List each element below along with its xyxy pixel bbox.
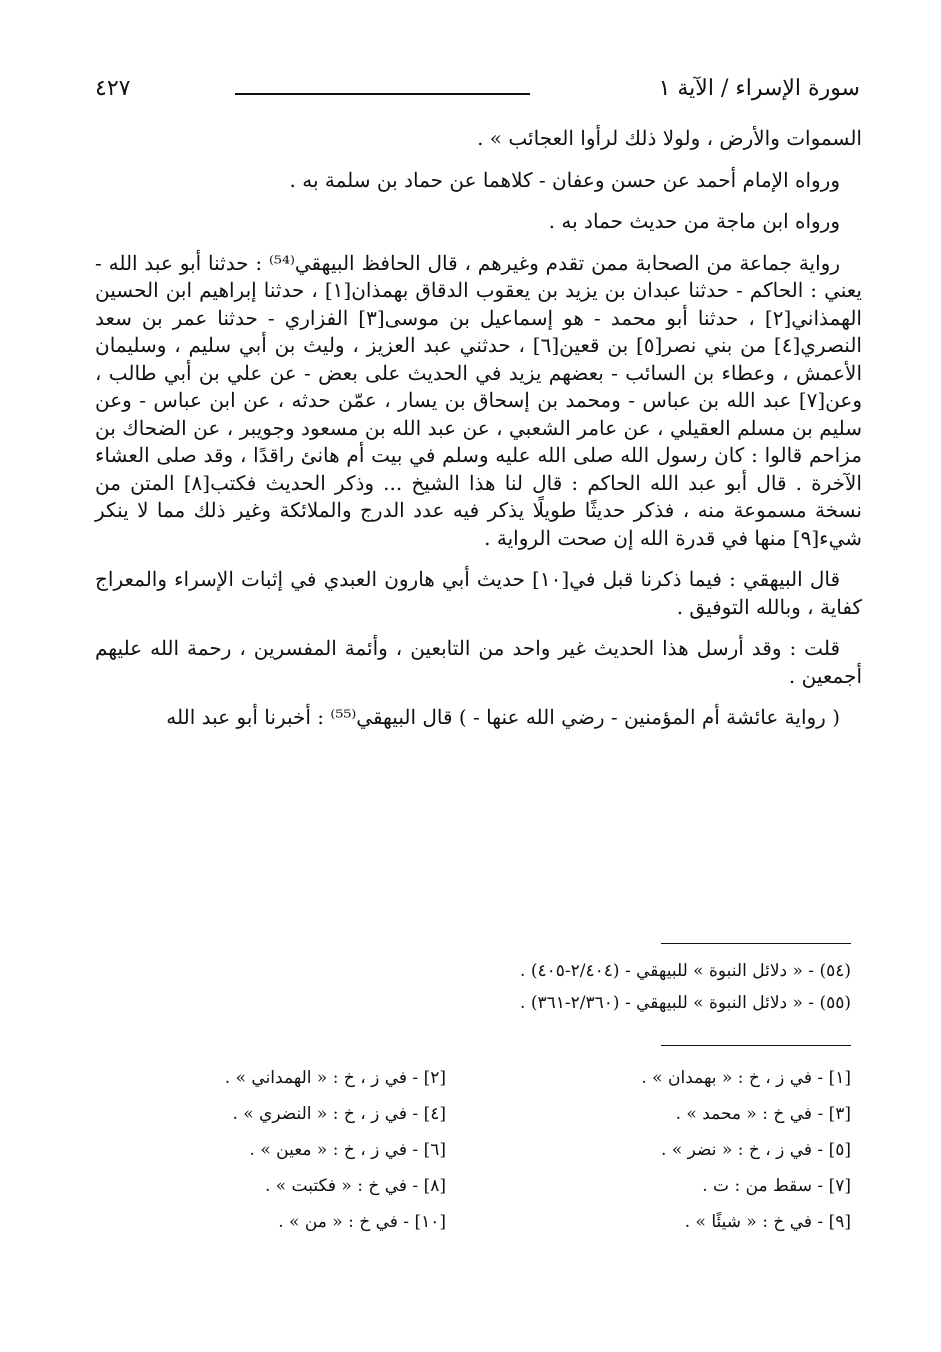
- paragraph: قال البيهقي : فيما ذكرنا قبل في[١٠] حديث أبي هارون العبدي في إثبات الإسراء والمعراج كفاية ، وبالله التوفيق .: [95, 567, 862, 619]
- variant-note: [٨] - في خ : « فكتبت » .: [264, 1176, 446, 1196]
- variant-note: [٧] - سقط من : ت .: [702, 1176, 851, 1196]
- paragraph: السموات والأرض ، ولولا ذلك لرأوا العجائب » .: [477, 126, 862, 150]
- variant-note: [٩] - في خ : « شيئًا » .: [684, 1212, 851, 1232]
- variant-notes-right-column: [551, 1060, 851, 1240]
- variant-note: [١] - في ز ، خ : « بهمدان » .: [641, 1068, 851, 1088]
- variant-notes-left-column: [146, 1060, 446, 1240]
- paragraph: ورواه ابن ماجة من حديث حماد به .: [548, 209, 840, 233]
- variant-note: [٤] - في ز ، خ : « النضري » .: [232, 1104, 446, 1124]
- paragraph: قلت : وقد أرسل هذا الحديث غير واحد من التابعين ، وأئمة المفسرين ، رحمة الله عليهم أجمعين .: [95, 636, 862, 688]
- variant-note: [٢] - في ز ، خ : « الهمداني » .: [224, 1068, 446, 1088]
- variant-note: [١٠] - في خ : « من » .: [278, 1212, 446, 1232]
- variant-note: [٥] - في ز ، خ : « نضر » .: [661, 1140, 851, 1160]
- header-title: سورة الإسراء / الآية ١: [658, 76, 860, 101]
- main-text: [95, 125, 862, 746]
- page-number: ٤٢٧: [95, 76, 131, 101]
- paragraph: ورواه الإمام أحمد عن حسن وعفان - كلاهما عن حماد بن سلمة به .: [289, 167, 840, 192]
- variant-note: [٣] - في خ : « محمد » .: [675, 1104, 851, 1124]
- paragraph: رواية جماعة من الصحابة ممن تقدم وغيرهم ، قال الحافظ البيهقي⁽⁵⁴⁾ : حدثنا أبو عبد الله - يعني : الحاكم - حدثنا عبدان بن يزيد بن يعقوب الدقاق بهمذان[١] ، حدثنا إبراهيم ابن الحسين الهمذاني[٢] ، حدثنا أبو محمد - هو إسماعيل بن موسى[٣] الفزاري - حدثنا عمر بن سعد النصري[٤] من بني نصر[٥] بن قعين[٦] ، حدثني عبد العزيز ، وليث بن أبي سليم ، وسليمان الأعمش ، وعطاء بن السائب - بعضهم يزيد في الحديث على بعض - عن علي بن أبي طالب ، وعن[٧] عبد الله بن عباس - ومحمد بن إسحاق بن يسار ، عمّن حدثه ، عن ابن عباس - وعن سليم بن مسلم العقيلي ، عن عامر الشعبي ، عن عبد الله بن مسعود وجويبر ، عن الضحاك بن مزاحم قالوا : كان رسول الله صلى الله عليه وسلم في بيت أم هانئ راقدًا ، وقد صلى العشاء الآخرة . قال أبو عبد الله الحاكم : قال لنا هذا الشيخ ... وذكر الحديث فكتب[٨] المتن من نسخة مسموعة منه ، فذكر حديثًا طويلًا يذكر فيه عدد الدرج والملائكة وغير ذلك مما لا ينكر شيء[٩] منها في قدرة الله إن صحت الرواية .: [95, 250, 863, 550]
- header-rule: [235, 93, 530, 95]
- footnote: (٥٥) - « دلائل النبوة » للبيهقي - (٢/٣٦٠-٣٦١) .: [520, 993, 851, 1013]
- paragraph: ( رواية عائشة أم المؤمنين - رضي الله عنها - ) قال البيهقي⁽⁵⁵⁾ : أخبرنا أبو عبد الله: [166, 705, 840, 729]
- running-header: [95, 70, 860, 106]
- footnote-rule: [661, 943, 851, 944]
- source-footnotes: [351, 955, 851, 1019]
- footnote: (٥٤) - « دلائل النبوة » للبيهقي - (٢/٤٠٤-٤٠٥) .: [520, 961, 851, 981]
- variant-notes-rule: [661, 1045, 851, 1046]
- variant-note: [٦] - في ز ، خ : « معين » .: [249, 1140, 446, 1160]
